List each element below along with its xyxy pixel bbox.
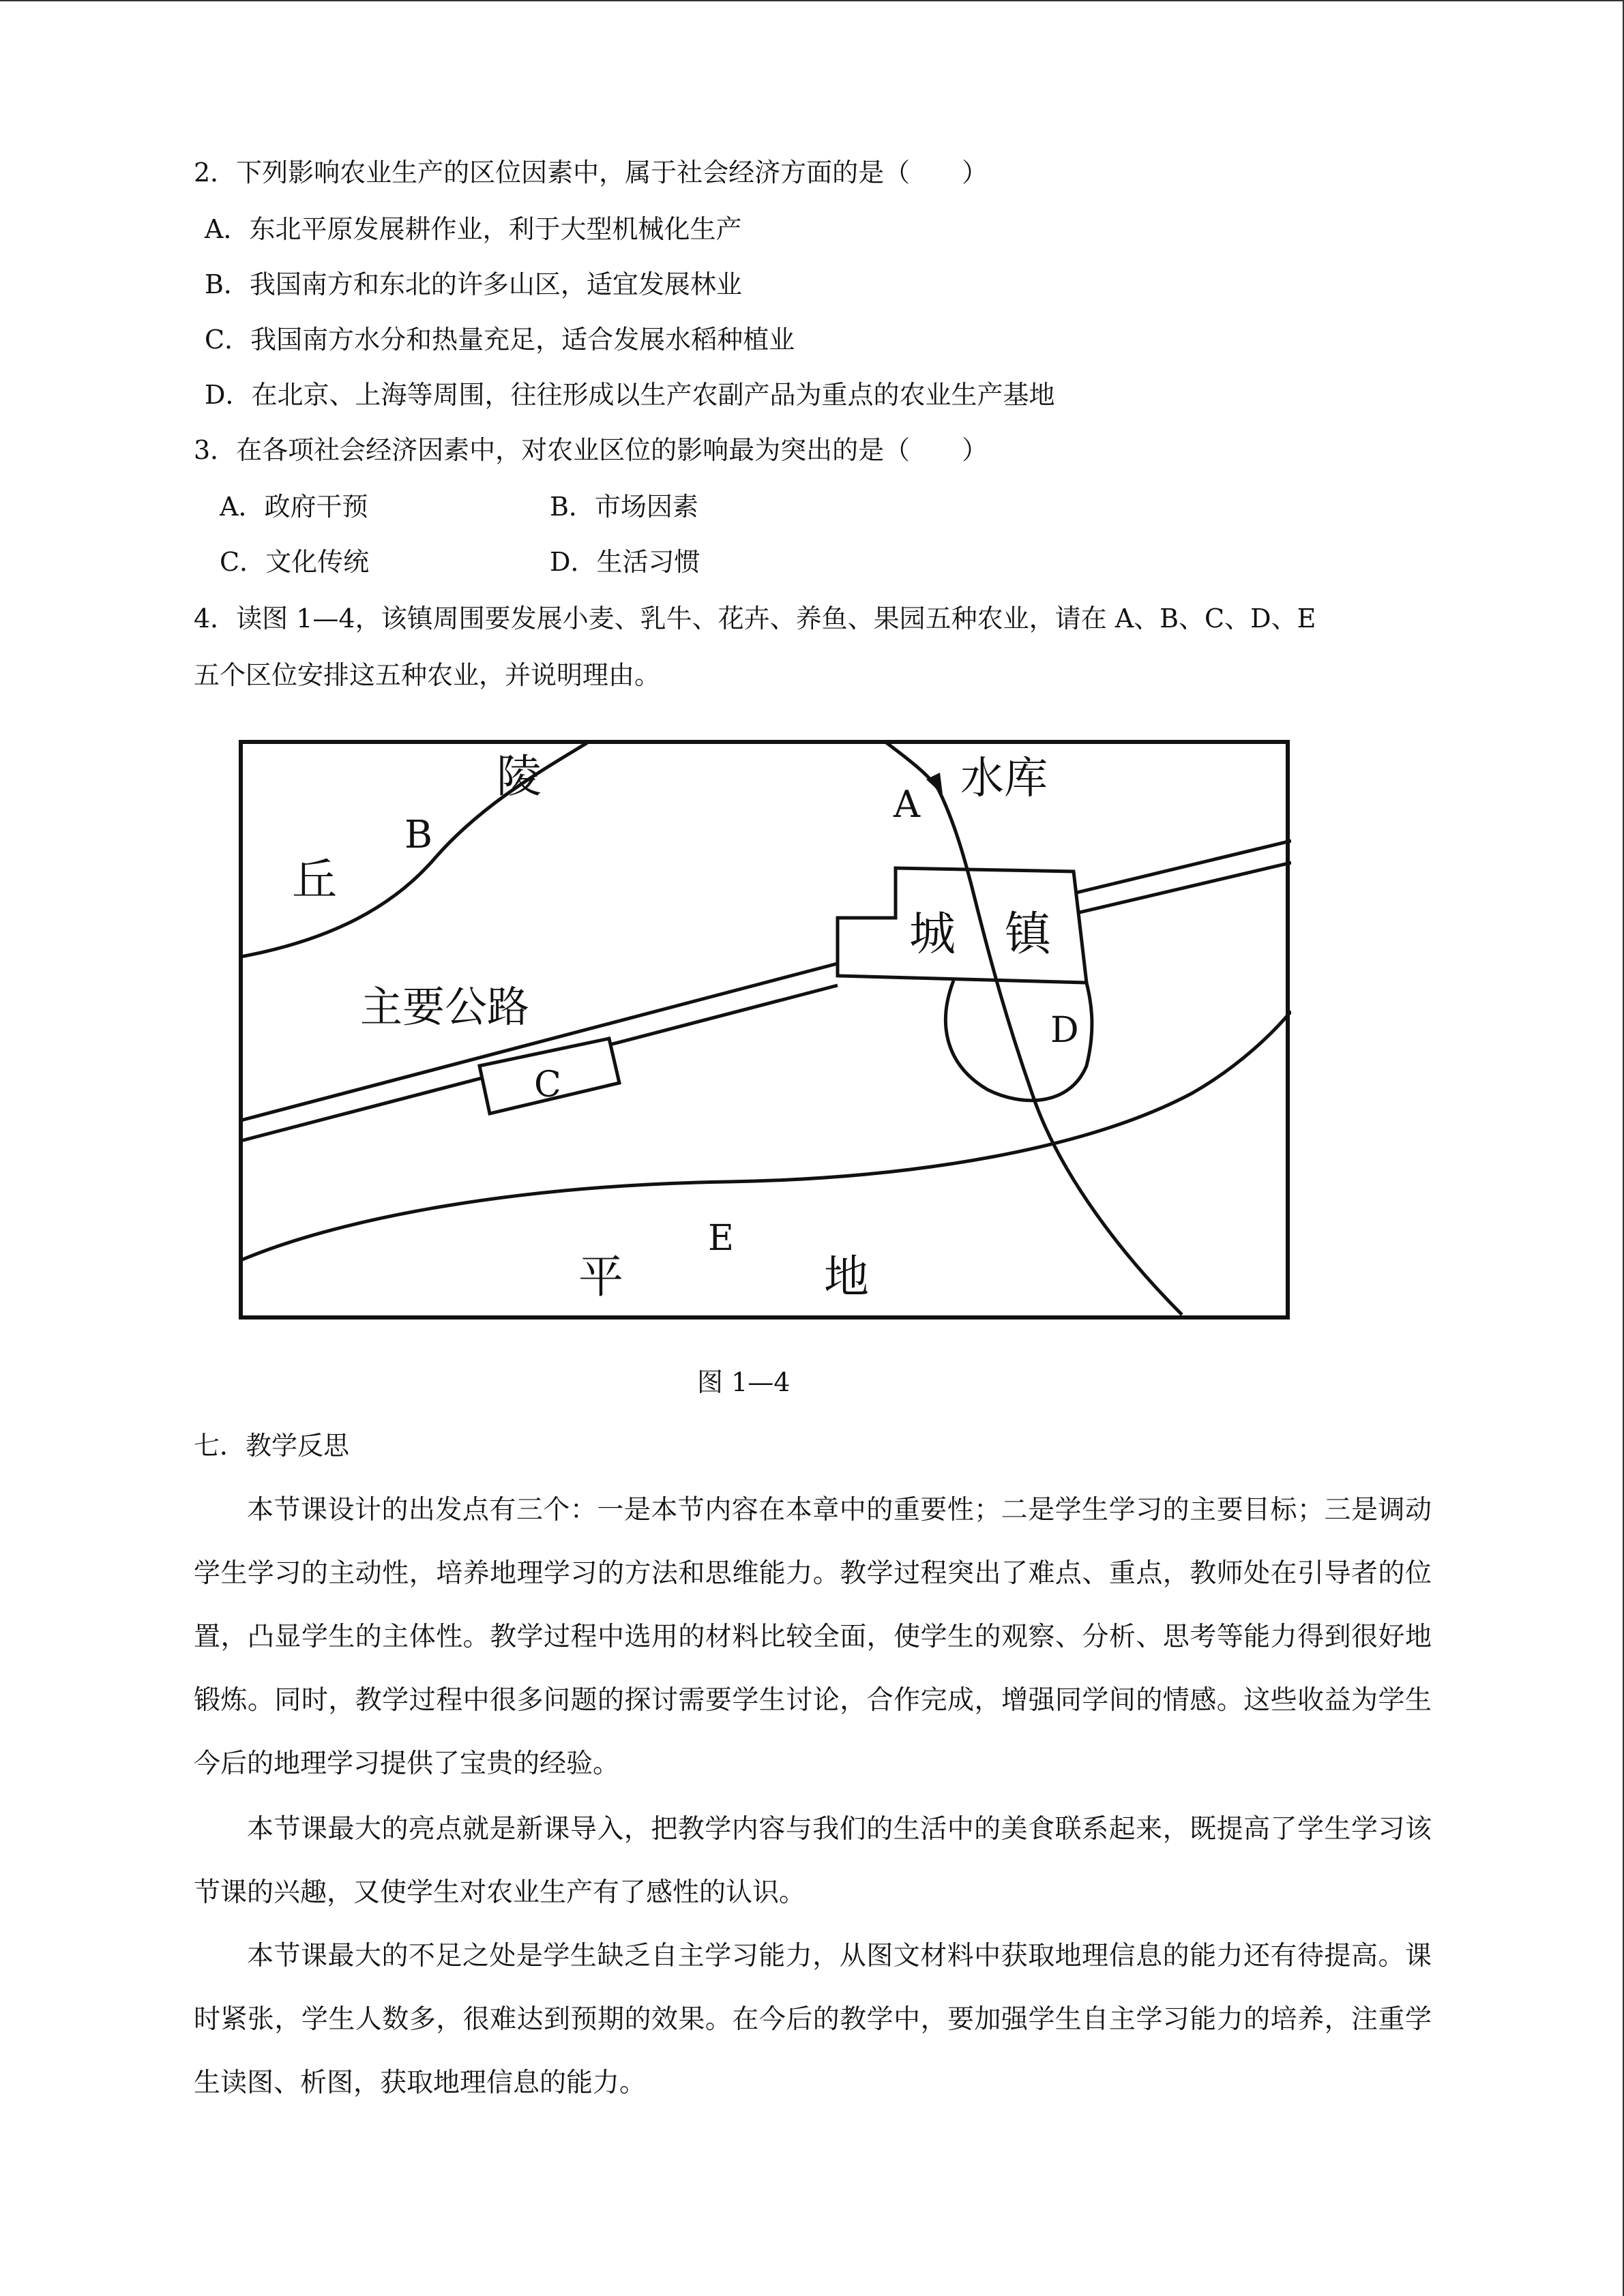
label-town-1: 城 [909,908,956,961]
reflection-paragraph-1: 本节课设计的出发点有三个：一是本节内容在本章中的重要性；二是学生学习的主要目标；三是调动学生学习的主动性，培养地理学习的方法和思维能力。教学过程突出了难点、重点，教师处在引导者的位置，凸显学生的主体性。教学过程中选用的材料比较全面，使学生的观察、分析、思考等能力得到很好地锻炼。同时，教学过程中很多问题的探讨需要学生讨论，合作完成，增强同学间的情感。这些收益为学生今后的地理学习提供了宝贵的经验。 [194,1495,1432,1779]
label-reservoir: 水库 [960,754,1048,804]
question-3-option-b: B．市场因素 [550,492,698,522]
question-4-line-1: 4．读图 1—4，该镇周围要发展小麦、乳牛、花卉、养鱼、果园五种农业，请在 A、B、C、D、E [194,603,1316,633]
reflection-paragraph-2: 本节课最大的亮点就是新课导入，把教学内容与我们的生活中的美食联系起来，既提高了学生学习该节课的兴趣，又使学生对农业生产有了感性的认识。 [194,1814,1432,1908]
label-di: 地 [824,1251,869,1303]
main-road-east [1074,841,1291,914]
question-2-stem: 2．下列影响农业生产的区位因素中，属于社会经济方面的是（ ） [194,158,988,188]
question-2-option-a: A．东北平原发展耕作业，利于大型机械化生产 [205,214,742,244]
question-3-option-d: D．生活习惯 [550,547,700,577]
label-e: E [708,1218,734,1259]
map-svg [237,739,1291,1321]
label-b: B [404,813,433,857]
question-2-option-d: D．在北京、上海等周围，往往形成以生产农副产品为重点的农业生产基地 [205,380,1055,410]
question-3-stem: 3．在各项社会经济因素中，对农业区位的影响最为突出的是（ ） [194,435,988,465]
question-3-option-a: A．政府干预 [220,492,368,522]
reflection-heading: 七．教学反思 [194,1431,350,1461]
label-d: D [1050,1010,1079,1051]
question-3-option-c: C．文化传统 [220,547,370,577]
label-town-2: 镇 [1005,908,1052,961]
label-c: C [534,1064,561,1105]
plain-boundary [241,1011,1291,1260]
label-main-road: 主要公路 [360,982,530,1032]
label-qiu: 丘 [292,854,337,906]
question-2-option-c: C．我国南方水分和热量充足，适合发展水稻种植业 [205,325,795,355]
question-4-line-2: 五个区位安排这五种农业，并说明理由。 [194,660,661,690]
label-ping: 平 [578,1251,623,1303]
figure-caption: 图 1—4 [697,1367,791,1397]
question-2-option-b: B．我国南方和东北的许多山区，适宜发展林业 [205,269,742,299]
label-a: A [894,783,920,826]
reflection-paragraph-3: 本节课最大的不足之处是学生缺乏自主学习能力，从图文材料中获取地理信息的能力还有待提高。课时紧张，学生人数多，很难达到预期的效果。在今后的教学中，要加强学生自主学习能力的培养，注重学生读图、析图，获取地理信息的能力。 [194,1941,1432,2098]
river [885,742,1182,1315]
label-ling: 陵 [497,750,542,803]
figure-map [237,739,1291,1321]
